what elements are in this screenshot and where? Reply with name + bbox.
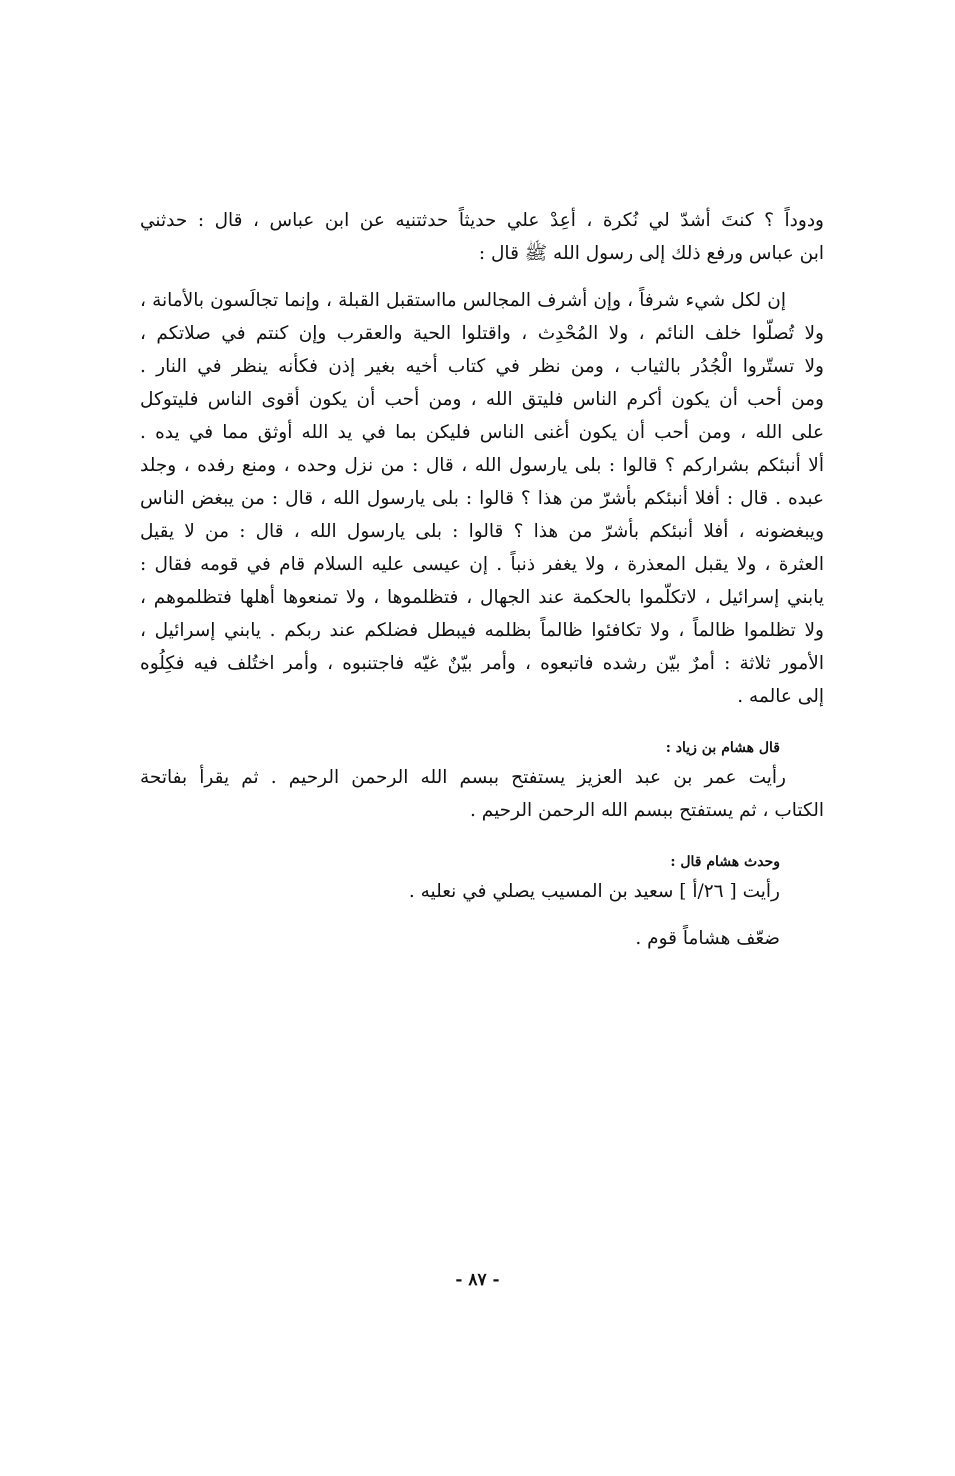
text-line: ولا تُصلّوا خلف النائم ، ولا المُحْدِث ، واقتلوا الحية والعقرب وإن كنتم في صلاتكم ،: [140, 323, 824, 344]
text-line: على الله ، ومن أحب أن يكون أغنى الناس فليكن بما في يد الله أوثق مما في يده .: [140, 422, 824, 443]
section-hisham-ibn-ziyad: [140, 735, 824, 827]
text-line: رأيت عمر بن عبد العزيز يستفتح ببسم الله الرحمن الرحيم . ثم يقرأ بفاتحة: [140, 767, 786, 788]
text-line: العثرة ، ولا يقبل المعذرة ، ولا يغفر ذنباً . إن عيسى عليه السلام قام في قومه فقال :: [140, 554, 824, 575]
text-line: ابن عباس ورفع ذلك إلى رسول الله ﷺ قال :: [478, 243, 824, 264]
section-hisham-narrated: [140, 849, 824, 908]
text-line: ومن أحب أن يكون أكرم الناس فليتق الله ، ومن أحب أن يكون أقوى الناس فليتوكل: [140, 389, 824, 410]
spacer: [140, 908, 824, 922]
text-line: ألا أنبئكم بشراركم ؟ قالوا : بلى يارسول الله ، قال : من نزل وحده ، ومنع رفده ، وجلد: [140, 455, 824, 476]
intro-paragraph: [140, 204, 824, 270]
text-line: الكتاب ، ثم يستفتح ببسم الله الرحمن الرحيم .: [470, 800, 824, 821]
text-line: ولا تستّروا الْجُدُر بالثياب ، ومن نظر في كتاب أخيه بغير إذن فكأنه ينظر في النار .: [140, 356, 824, 377]
page-body: [140, 204, 824, 955]
spacer: [140, 713, 824, 735]
text-line: ويبغضونه ، أفلا أنبئكم بأشرّ من هذا ؟ قالوا : بلى يارسول الله ، قال : من لا يقيل: [140, 521, 824, 542]
hadith-paragraph: [140, 284, 824, 713]
section-heading: قال هشام بن زياد :: [665, 740, 780, 756]
text-line: إن لكل شيء شرفاً ، وإن أشرف المجالس مااستقبل القبلة ، وإنما تجالَسون بالأمانة ،: [140, 290, 786, 311]
text-line: ودوداً ؟ كنتَ أشدّ لي نُكرة ، أعِدْ علي حديثاً حدثتنيه عن ابن عباس ، قال : حدثني: [140, 210, 824, 231]
text-line: يابني إسرائيل ، لاتكلّموا بالحكمة عند الجهال ، فتظلموها ، ولا تمنعوها أهلها فتظلموهم ،: [140, 587, 824, 608]
section-heading: وحدث هشام قال :: [670, 854, 780, 870]
spacer: [140, 827, 824, 849]
text-line: الأمور ثلاثة : أمرٌ بيّن رشده فاتبعوه ، وأمر بيّنٌ غيّه فاجتنبوه ، وأمر اختُلف فيه فكِلُوه: [140, 653, 824, 674]
text-line: عبده . قال : أفلا أنبئكم بأشرّ من هذا ؟ قالوا : بلى يارسول الله ، قال : من يبغض الناس: [140, 488, 824, 509]
page-number: - ٨٧ -: [455, 1270, 500, 1290]
spacer: [140, 270, 824, 284]
text-line: ضعّف هشاماً قوم .: [635, 928, 780, 949]
text-line: ولا تظلموا ظالماً ، ولا تكافئوا ظالماً بظلمه فيبطل فضلكم عند ربكم . يابني إسرائيل ،: [140, 620, 824, 641]
section-weakened: [140, 922, 824, 955]
text-line: إلى عالمه .: [737, 686, 824, 707]
text-line: رأيت [ ٢٦/أ ] سعيد بن المسيب يصلي في نعليه .: [408, 881, 780, 902]
